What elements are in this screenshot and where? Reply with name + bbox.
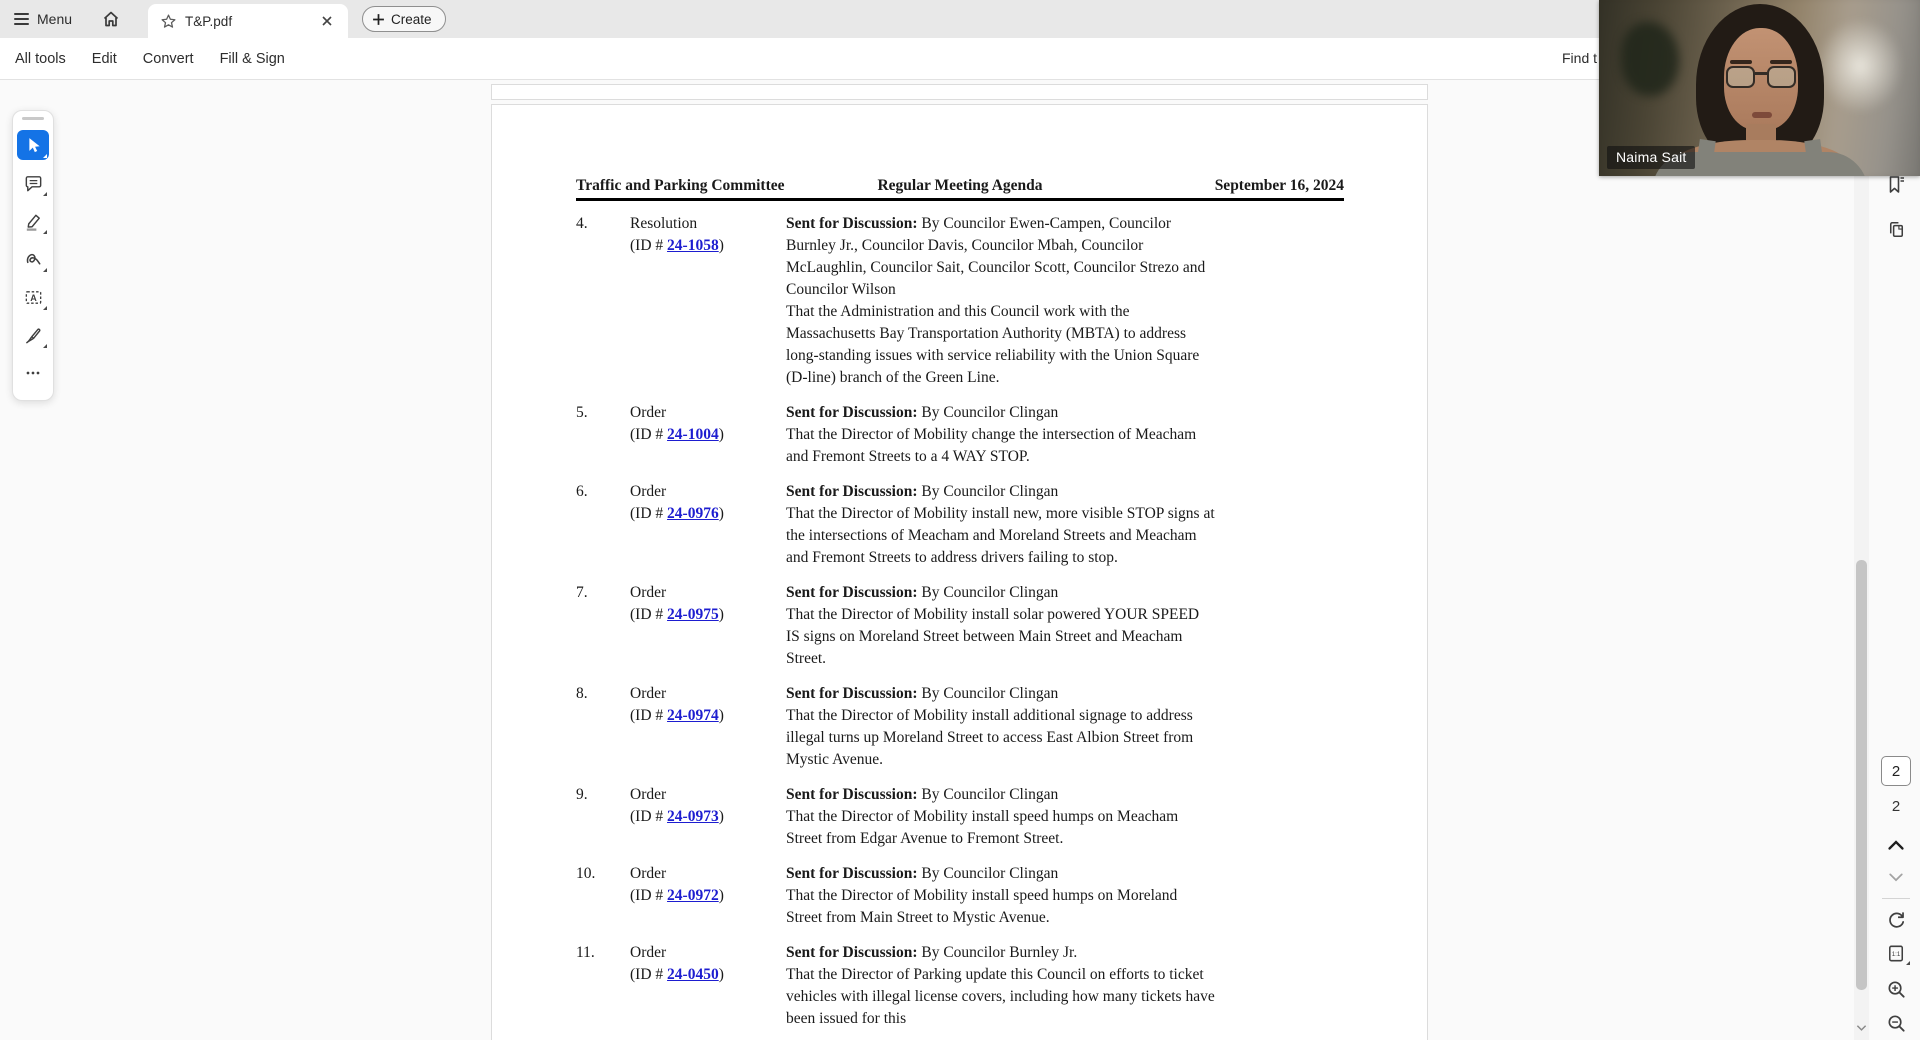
item-id-line: (ID # 24-0972) [630,887,724,904]
item-id-link[interactable]: 24-1058 [667,237,719,254]
rail-divider [1882,898,1910,899]
total-pages-label: 2 [1891,798,1901,815]
document-tab[interactable] [148,4,348,38]
item-sponsors: By Councilor Clingan [921,865,1059,882]
item-id-link[interactable]: 24-0976 [667,505,719,522]
sent-for-discussion-label: Sent for Discussion: [786,685,918,702]
chevron-down-icon [1888,872,1904,883]
item-action: That the Director of Mobility install speed humps on Meacham Street from Edgar Avenue to Fremont Street. [786,808,1179,847]
item-description [786,402,1216,468]
page-1-bottom-edge [491,84,1428,100]
agenda-item-4 [576,213,1344,389]
item-action: That the Director of Mobility install additional signage to address illegal turns up Moreland Street to access East Albion Street from Mystic Avenue. [786,707,1194,768]
item-action: That the Director of Mobility install solar powered YOUR SPEED IS signs on Moreland Street between Main Street and Meacham Street. [786,606,1200,667]
sent-for-discussion-label: Sent for Discussion: [786,786,918,803]
item-id-line: (ID # 24-0450) [630,966,724,983]
fill-sign-menu[interactable]: Fill & Sign [219,50,285,67]
convert-menu[interactable]: Convert [142,50,194,67]
item-type: Order [630,685,667,702]
item-id-line: (ID # 24-1058) [630,237,724,254]
item-sponsors: By Councilor Clingan [921,584,1059,601]
zoom-in-icon [1885,978,1908,1001]
item-id-line: (ID # 24-1004) [630,426,724,443]
vertical-scrollbar[interactable] [1854,80,1869,1040]
page-display-button[interactable] [1881,940,1911,966]
item-id-link[interactable]: 24-0972 [667,887,719,904]
sent-for-discussion-label: Sent for Discussion: [786,215,918,232]
create-button[interactable] [362,6,446,32]
draw-squiggle-icon [23,249,44,270]
page-thumbnails-button[interactable] [1881,216,1911,242]
item-description [786,942,1216,1030]
item-description [786,683,1216,771]
sent-for-discussion-label: Sent for Discussion: [786,404,918,421]
refresh-icon [1885,908,1908,931]
item-type: Order [630,483,667,500]
item-number: 9. [576,786,588,803]
next-page-button[interactable] [1881,864,1911,890]
person-mouth [1752,112,1772,118]
top-strap [1696,139,1715,167]
agenda-item-9 [576,784,1344,850]
item-id-link[interactable]: 24-1004 [667,426,719,443]
edit-menu[interactable]: Edit [91,50,117,67]
menu-label: Menu [37,11,73,27]
quick-tools-panel [12,110,54,401]
pages-icon [1885,218,1908,241]
item-action: That the Director of Mobility change the intersection of Meacham and Fremont Streets to a 4 WAY STOP. [786,426,1197,465]
tab-title: T&P.pdf [185,13,233,29]
meeting-date: September 16, 2024 [1214,177,1344,194]
item-number: 10. [576,865,596,882]
participant-name-label: Naima Sait [1607,146,1695,169]
item-type: Order [630,786,667,803]
find-text-button[interactable]: Find t [1562,50,1598,66]
item-action: That the Director of Mobility install speed humps on Moreland Street from Main Street to Mystic Avenue. [786,887,1178,926]
chevron-up-icon [1887,838,1905,852]
item-id-link[interactable]: 24-0974 [667,707,719,724]
agenda-item-8 [576,683,1344,771]
agenda-item-6 [576,481,1344,569]
item-id-link[interactable]: 24-0450 [667,966,719,983]
sent-for-discussion-label: Sent for Discussion: [786,483,918,500]
item-id-line: (ID # 24-0975) [630,606,724,623]
agenda-header [576,175,1344,197]
item-number: 5. [576,404,588,421]
agenda-item-5 [576,402,1344,468]
person-eyebrow [1730,60,1752,64]
home-icon [101,9,121,29]
person-glasses [1726,66,1796,90]
sign-tool-button[interactable] [17,320,49,350]
svg-text:A: A [29,292,37,303]
comment-tool-button[interactable] [17,168,49,198]
plus-icon [372,13,385,26]
current-page-input[interactable] [1881,756,1911,786]
item-type: Order [630,944,667,961]
actual-size-icon [1885,942,1908,965]
dropdown-caret [1906,961,1910,965]
item-sponsors: By Councilor Clingan [921,685,1059,702]
menu-button[interactable] [0,0,84,38]
agenda-item-11 [576,942,1344,1030]
svg-text:1:1: 1:1 [1891,950,1900,958]
refresh-button[interactable] [1881,906,1911,932]
item-sponsors: By Councilor Ewen-Campen, Councilor Burnley Jr., Councilor Davis, Councilor Mbah, Councilor McLaughlin, Councilor Sait, Councilor Scott, Councilor Strezo and Councilor Wilson [786,215,1206,298]
item-number: 6. [576,483,588,500]
item-type: Order [630,404,667,421]
item-description [786,863,1216,929]
committee-name: Traffic and Parking Committee [576,177,785,194]
item-number: 4. [576,215,588,232]
tab-close-button[interactable] [316,10,338,32]
draw-tool-button[interactable] [17,244,49,274]
agenda-title: Regular Meeting Agenda [877,177,1043,194]
item-sponsors: By Councilor Burnley Jr. [921,944,1078,961]
add-text-tool-button[interactable] [17,282,49,312]
more-tools-button[interactable] [17,358,49,388]
select-tool-button[interactable] [17,130,49,160]
highlight-tool-button[interactable] [17,206,49,236]
item-description [786,582,1216,670]
item-description [786,784,1216,850]
item-id-link[interactable]: 24-0975 [667,606,719,623]
agenda-item-10 [576,863,1344,929]
item-sponsors: By Councilor Clingan [921,483,1059,500]
person-eyebrow [1770,60,1792,64]
close-icon [321,15,333,27]
sent-for-discussion-label: Sent for Discussion: [786,584,918,601]
home-button[interactable] [92,0,130,38]
item-description [786,213,1216,389]
item-action: That the Director of Mobility install new, more visible STOP signs at the intersections of Meacham and Moreland Streets and Meacham and Fremont Streets to address drivers failing to stop. [786,505,1215,566]
current-page-value: 2 [1891,762,1901,780]
zoom-out-icon [1885,1012,1908,1035]
pdf-viewer [0,80,1920,1040]
scrollbar-thumb[interactable] [1856,560,1867,990]
item-number: 7. [576,584,588,601]
header-rule [576,198,1344,201]
zoom-in-button[interactable] [1881,976,1911,1002]
item-action: That the Administration and this Council work with the Massachusetts Bay Transportation Authority (MBTA) to address long-standing issues with service reliability with the Union Square (D-line) branch of the Green Line. [786,303,1200,386]
scrollbar-down-arrow[interactable] [1855,1020,1868,1036]
item-type: Resolution [630,215,698,232]
item-number: 8. [576,685,588,702]
item-sponsors: By Councilor Clingan [921,404,1059,421]
right-tool-rail [1872,80,1920,1040]
agenda-item-7 [576,582,1344,670]
item-id-line: (ID # 24-0974) [630,707,724,724]
glasses-lens [1726,66,1755,88]
comment-icon [23,173,44,194]
previous-page-button[interactable] [1881,832,1911,858]
all-tools-menu[interactable]: All tools [15,50,66,67]
top-strap [1804,139,1823,167]
item-action: That the Director of Parking update this Council on efforts to ticket vehicles with illegal license covers, including how many tickets have been issued for this [786,966,1215,1027]
favorite-star-icon[interactable] [160,13,177,30]
item-number: 11. [576,944,595,961]
agenda-content [576,175,1344,1040]
pdf-page-2 [491,104,1428,1040]
item-id-link[interactable]: 24-0973 [667,808,719,825]
item-type: Order [630,865,667,882]
cursor-icon [23,135,43,155]
ellipsis-icon [23,363,43,383]
zoom-out-button[interactable] [1881,1010,1911,1036]
chevron-down-icon [1856,1024,1867,1032]
signature-pen-icon [23,325,44,346]
glasses-lens [1767,66,1796,88]
text-box-icon [23,287,44,308]
item-id-line: (ID # 24-0973) [630,808,724,825]
item-description [786,481,1216,569]
participant-video-overlay[interactable] [1599,0,1920,176]
sent-for-discussion-label: Sent for Discussion: [786,944,918,961]
item-sponsors: By Councilor Clingan [921,786,1059,803]
highlighter-icon [23,211,44,232]
sent-for-discussion-label: Sent for Discussion: [786,865,918,882]
glasses-bridge [1755,72,1767,75]
create-label: Create [391,11,432,27]
item-type: Order [630,584,667,601]
hamburger-icon [14,13,29,25]
bookmark-icon [1884,173,1908,197]
panel-drag-handle[interactable] [22,117,44,120]
item-id-line: (ID # 24-0976) [630,505,724,522]
